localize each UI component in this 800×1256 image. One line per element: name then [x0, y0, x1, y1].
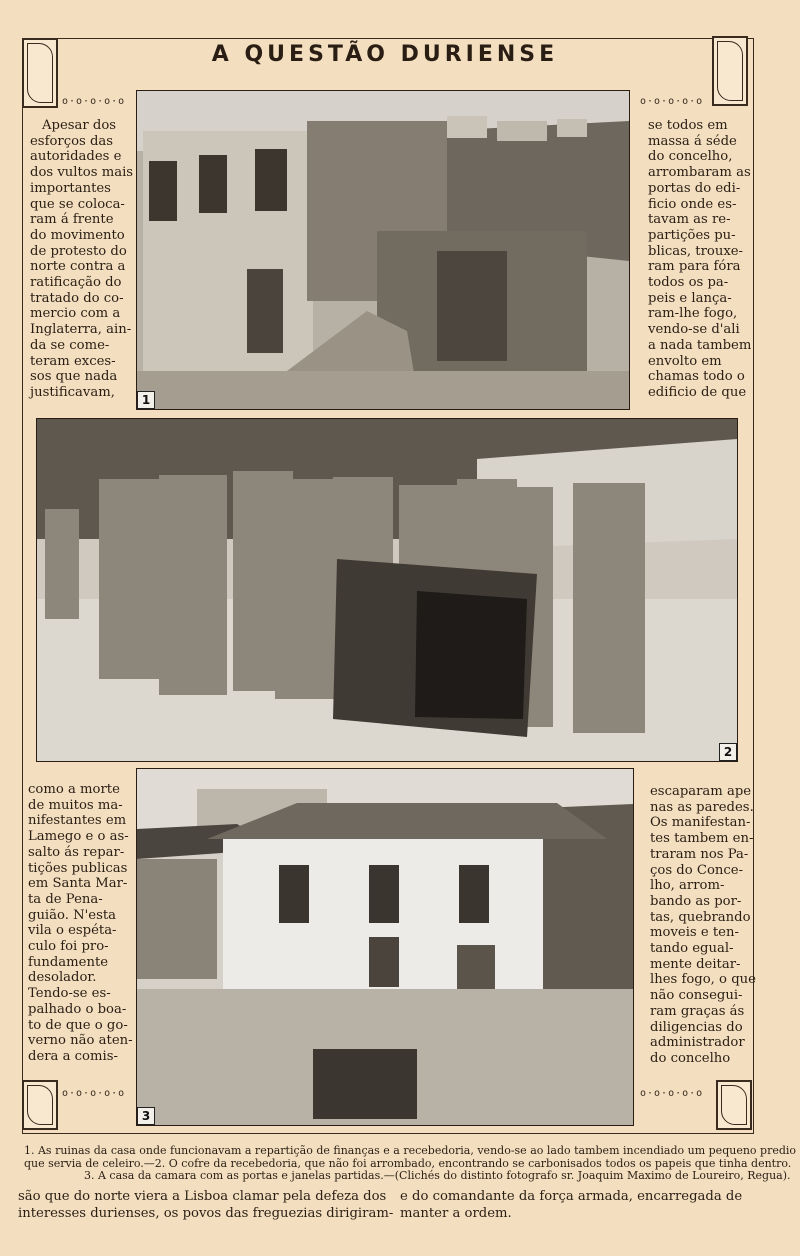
- text-line: do concelho,: [648, 149, 733, 165]
- text-line: Tendo-se es-: [28, 986, 111, 1002]
- text-line: mente deitar-: [650, 956, 741, 972]
- text-line: guião. N'esta: [28, 907, 117, 923]
- text-line: de muitos ma-: [28, 797, 123, 813]
- text-line: fundamente: [28, 954, 109, 970]
- text-line: sos que nada: [30, 369, 118, 385]
- text-line: lhes fogo, o que: [650, 972, 756, 988]
- text-line: Apesar dos: [42, 118, 117, 133]
- text-line: vila o espéta-: [28, 923, 117, 939]
- text-line: chamas todo o: [648, 369, 745, 385]
- article-title: A QUESTÃO DURIENSE: [211, 42, 559, 67]
- text-line: desolador.: [28, 970, 97, 986]
- text-line: Os manifestan-: [650, 815, 751, 831]
- text-line: partições pu-: [648, 227, 736, 243]
- text-line: ços do Conce-: [650, 862, 744, 878]
- text-line: esforços das: [30, 133, 114, 149]
- photo-caption: [24, 1144, 797, 1183]
- text-line: dos vultos mais: [30, 165, 134, 181]
- text-line: bando as por-: [650, 893, 742, 909]
- photo-ruined-house: [136, 90, 630, 410]
- text-line: tavam as re-: [648, 212, 731, 228]
- text-line: nifestantes em: [28, 813, 127, 829]
- ornament-dots: o·o·o·o·o: [640, 96, 704, 107]
- photo-number-3: 3: [137, 1107, 155, 1125]
- text-line: se todos em: [648, 118, 728, 133]
- text-line: ram á frente: [30, 212, 114, 228]
- photo-town-hall: [136, 768, 634, 1126]
- text-line: como a morte: [28, 782, 120, 797]
- text-line: tando egual-: [650, 941, 734, 957]
- text-line: escaparam ape: [650, 784, 752, 799]
- text-line: moveis e ten-: [650, 925, 739, 941]
- text-line: são que do norte viera a Lisboa clamar pela defeza dos: [18, 1189, 387, 1204]
- corner-ornament-top-left: [22, 38, 58, 108]
- text-line: a nada tambem: [648, 337, 752, 353]
- text-line: salto ás repar-: [28, 844, 125, 860]
- photo-number-1: 1: [137, 391, 155, 409]
- ornament-dots: o·o·o·o·o: [62, 1088, 126, 1099]
- bottom-text-right: [400, 1188, 780, 1222]
- text-line: diligencias do: [650, 1019, 743, 1035]
- text-line: em Santa Mar-: [28, 876, 128, 892]
- text-line: administrador: [650, 1035, 745, 1051]
- text-line: culo foi pro-: [28, 939, 109, 955]
- text-line: ficio onde es-: [648, 196, 737, 212]
- ornament-dots: o·o·o·o·o: [62, 96, 126, 107]
- text-line: portas do edi-: [648, 180, 741, 196]
- text-line: que se coloca-: [30, 196, 125, 212]
- text-line: to de que o go-: [28, 1017, 128, 1033]
- text-column-right-top: [648, 118, 752, 401]
- text-column-right-bottom: [650, 784, 756, 1067]
- corner-ornament-bottom-left: [22, 1080, 58, 1130]
- text-line: interesses durienses, os povos das freguezias dirigiram-: [18, 1206, 394, 1221]
- text-line: verno não aten-: [28, 1033, 133, 1049]
- caption-line: 3. A casa da camara com as portas e janelas partidas.—(Clichés do distinto fotografo sr. Joaquim Maximo de Loureiro, Regua).: [84, 1169, 791, 1183]
- text-line: de protesto do: [30, 243, 127, 259]
- caption-line: 1. As ruinas da casa onde funcionavam a repartição de finanças e a recebedoria, vendo-se ao lado tambem incendiado um pequeno predio: [24, 1144, 797, 1157]
- text-line: tratado do co-: [30, 290, 124, 306]
- text-line: tições publicas: [28, 860, 128, 876]
- corner-ornament-top-right: [712, 36, 748, 106]
- text-line: norte contra a: [30, 259, 126, 275]
- text-line: blicas, trouxe-: [648, 243, 744, 259]
- text-line: importantes: [30, 180, 111, 196]
- text-line: ta de Pena-: [28, 891, 103, 907]
- text-line: ram para fóra: [648, 259, 741, 275]
- text-line: autoridades e: [30, 149, 122, 165]
- text-line: tas, quebrando: [650, 909, 751, 925]
- text-line: massa á séde: [648, 133, 737, 149]
- bottom-text-left: [18, 1188, 394, 1222]
- text-line: dera a comis-: [28, 1048, 118, 1064]
- text-line: todos os pa-: [648, 275, 729, 291]
- text-line: manter a ordem.: [400, 1206, 512, 1221]
- text-line: do movimento: [30, 227, 125, 243]
- text-line: ram-lhe fogo,: [648, 306, 738, 322]
- text-line: peis e lança-: [648, 290, 732, 306]
- text-line: arrombaram as: [648, 165, 751, 181]
- photo-number-2: 2: [719, 743, 737, 761]
- text-line: teram exces-: [30, 353, 116, 369]
- text-line: traram nos Pa-: [650, 846, 749, 862]
- text-line: lho, arrom-: [650, 878, 725, 894]
- text-line: envolto em: [648, 353, 722, 369]
- text-column-left-bottom: [28, 782, 133, 1065]
- text-line: não consegui-: [650, 988, 743, 1004]
- text-line: Lamego e o as-: [28, 829, 129, 845]
- text-line: tes tambem en-: [650, 831, 754, 847]
- text-line: da se come-: [30, 337, 110, 353]
- text-line: palhado o boa-: [28, 1001, 127, 1017]
- text-line: mercio com a: [30, 306, 121, 322]
- text-line: edificio de que: [648, 384, 747, 400]
- text-line: nas as paredes.: [650, 799, 754, 815]
- corner-ornament-bottom-right: [716, 1080, 752, 1130]
- text-line: justificavam,: [30, 384, 115, 400]
- text-line: ram graças ás: [650, 1003, 745, 1019]
- photo-soldiers-with-safe: [36, 418, 738, 762]
- text-line: vendo-se d'ali: [648, 322, 740, 338]
- text-column-left-top: [30, 118, 134, 401]
- text-line: ratificação do: [30, 275, 122, 291]
- text-line: e do comandante da força armada, encarregada de: [400, 1189, 743, 1204]
- ornament-dots: o·o·o·o·o: [640, 1088, 704, 1099]
- caption-line: que servia de celeiro.—2. O cofre da recebedoria, que não foi arrombado, encontrando se carbonisados todos os papeis que tinha dentro.: [24, 1156, 792, 1170]
- text-line: do concelho: [650, 1050, 731, 1066]
- text-line: Inglaterra, ain-: [30, 322, 132, 338]
